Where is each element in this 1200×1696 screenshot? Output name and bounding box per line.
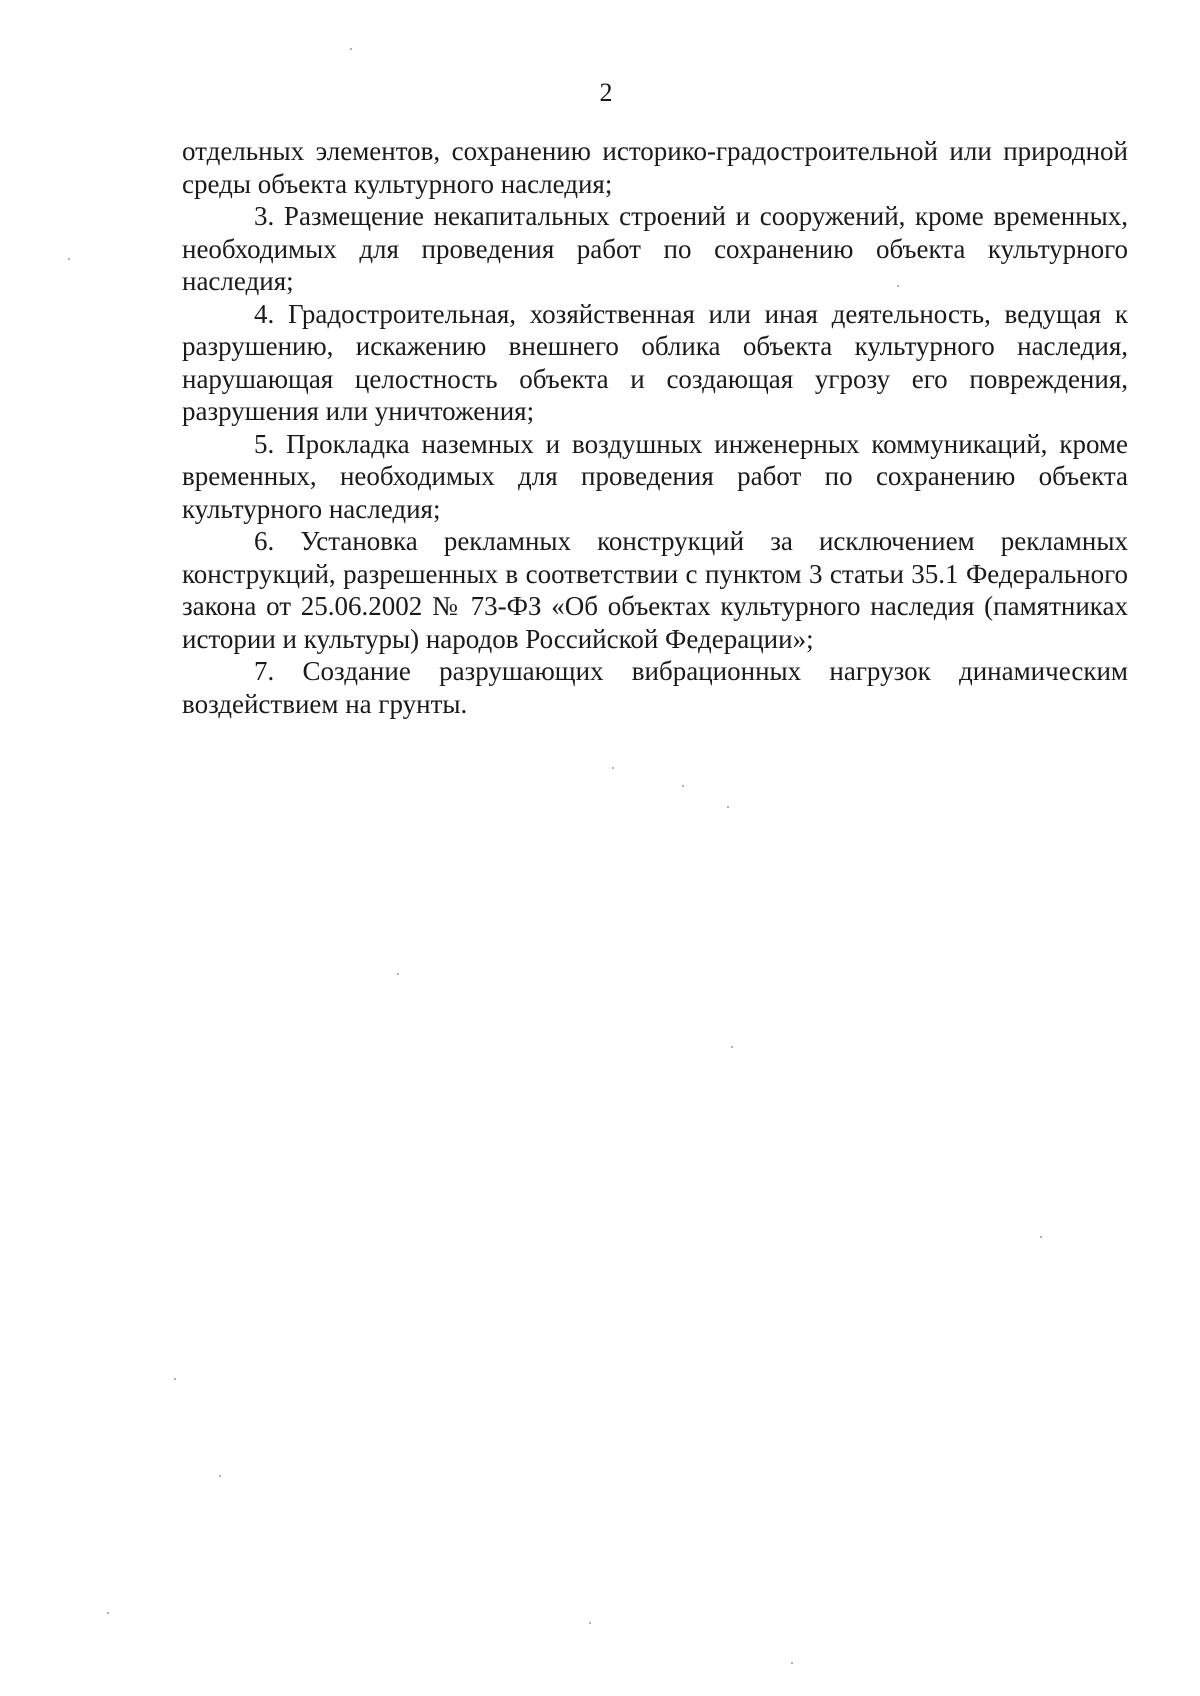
list-item-3: 3. Размещение некапитальных строений и сооружений, кроме временных, необходимых для проведения работ по сохранению объекта культурного наследия; — [182, 201, 1128, 296]
scan-speck — [612, 767, 614, 769]
page-number: 2 — [599, 78, 613, 107]
scan-speck — [68, 258, 70, 260]
paragraph-continuation: отдельных элементов, сохранению историко-градостроительной или природной среды объекта культурного наследия; — [182, 136, 1128, 199]
scan-speck — [897, 285, 899, 287]
scan-speck — [589, 1622, 591, 1624]
list-item-6: 6. Установка рекламных конструкций за исключением рекламных конструкций, разрешенных в соответствии с пунктом 3 статьи 35.1 Федерального закона от 25.06.2002 № 73-ФЗ «Об объектах культурного наследия (памятниках истории и культуры) народов Российской Федерации»; — [182, 526, 1128, 654]
scan-speck — [174, 1378, 176, 1380]
scan-speck — [107, 1612, 109, 1614]
list-item-4: 4. Градостроительная, хозяйственная или иная деятельность, ведущая к разрушению, искажению внешнего облика объекта культурного наследия, нарушающая целостность объекта и создающая угрозу его повреждения, разрушения или уничтожения; — [182, 298, 1128, 426]
scan-speck — [397, 973, 399, 975]
list-item-5: 5. Прокладка наземных и воздушных инженерных коммуникаций, кроме временных, необходимых для проведения работ по сохранению объекта культурного наследия; — [182, 428, 1128, 524]
scan-speck — [350, 48, 352, 50]
scan-speck — [791, 1662, 793, 1664]
scan-speck — [727, 806, 729, 808]
scan-speck — [731, 1046, 733, 1048]
scan-speck — [219, 1475, 221, 1477]
list-item-7: 7. Создание разрушающих вибрационных нагрузок динамическим воздействием на грунты. — [182, 656, 1128, 719]
document-body — [182, 135, 1128, 720]
scan-speck — [682, 785, 684, 787]
scan-speck — [1040, 1236, 1042, 1238]
